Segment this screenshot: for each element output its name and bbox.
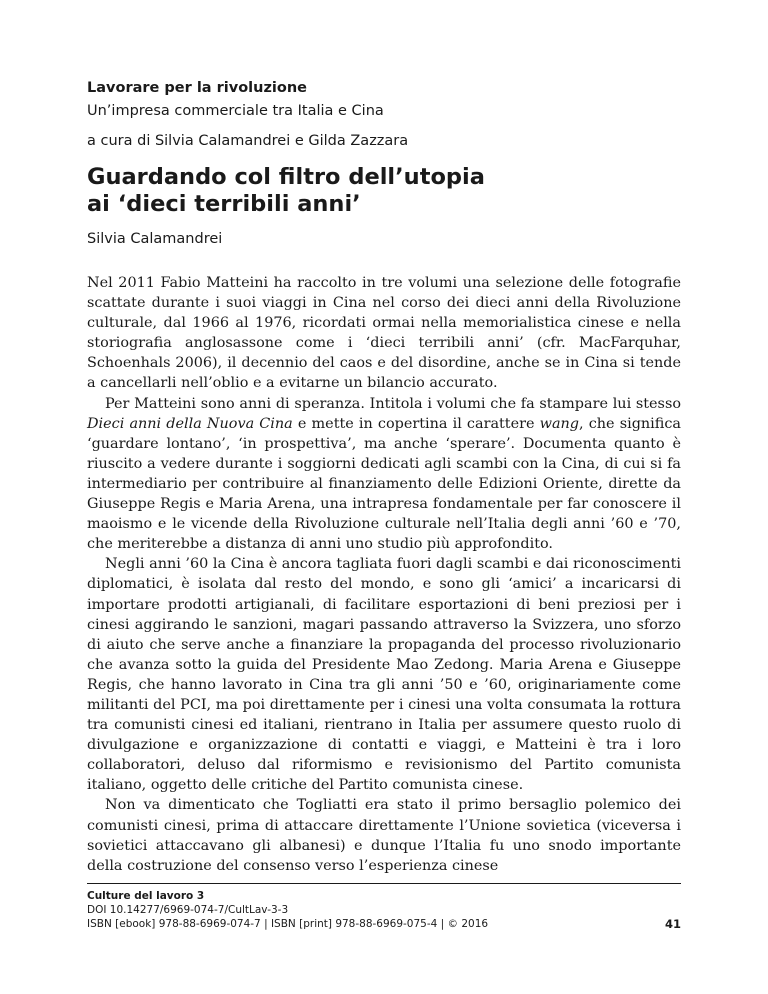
page-footer <box>87 889 681 931</box>
chapter-title <box>87 164 687 218</box>
series-name: Culture del lavoro 3 <box>87 890 205 902</box>
paragraph-4: Non va dimenticato che Togliatti era stato il primo bersaglio polemico dei comunisti cinesi, prima di attaccare direttamente l’Unione sovietica (viceversa i sovietici attaccavano gli albanesi) e dunque l’Italia fu uno snodo importante della costruzione del consenso verso l’esperienza cinese <box>87 797 681 874</box>
chapter-title-line-1: Guardando col filtro dell’utopia <box>87 164 485 190</box>
book-title: Lavorare per la rivoluzione <box>87 80 307 96</box>
paragraph-2 <box>87 394 681 555</box>
isbn: ISBN [ebook] 978-88-6969-074-7 | ISBN [print] 978-88-6969-075-4 | © 2016 <box>87 918 489 930</box>
page-number: 41 <box>664 917 681 931</box>
book-editors: a cura di Silvia Calamandrei e Gilda Zazzara <box>87 133 409 149</box>
paragraph-2-text-b: e mette in copertina il carattere <box>292 415 540 432</box>
body-text <box>87 273 681 876</box>
paragraph-2-text-c: , che significa ‘guardare lontano’, ‘in prospettiva’, ma anche ‘sperare’. Documenta quanto è riuscito a vedere durante i soggiorni dedicati agli scambi con la Cina, di cui si fa intermediario per contribuire al finanziamento delle Edizioni Oriente, dirette da Giuseppe Regis e Maria Arena, una intrapresa fondamentale per far conoscere il maoismo e le vicende della Rivoluzione culturale nell’Italia degli anni ’60 e ’70, che meriterebbe a distanza di anni uno studio più approfondito. <box>87 415 682 553</box>
paragraph-2-text-a: Per Matteini sono anni di speranza. Intitola i volumi che fa stampare lui stesso <box>105 395 681 412</box>
paragraph-1: Nel 2011 Fabio Matteini ha raccolto in tre volumi una selezione delle fotografie scattate durante i suoi viaggi in Cina nel corso dei dieci anni della Rivoluzione culturale, dal 1966 al 1976, ricordati ormai nella memorialistica cinese e nella storiografia anglosassone come i ‘dieci terribili anni’ (cfr. MacFarquhar, Schoenhals 2006), il decennio del caos e del disordine, anche se in Cina si tende a cancellarli nell’oblio e a evitarne un bilancio accurato. <box>87 275 681 392</box>
chapter-author: Silvia Calamandrei <box>87 231 223 247</box>
doi: DOI 10.14277/6969-074-7/CultLav-3-3 <box>87 904 289 916</box>
chinese-character-name: wang <box>539 415 580 432</box>
footer-divider <box>87 883 681 884</box>
book-subtitle: Un’impresa commerciale tra Italia e Cina <box>87 103 384 119</box>
paragraph-3: Negli anni ’60 la Cina è ancora tagliata fuori dagli scambi e dai riconoscimenti diplomatici, è isolata dal resto del mondo, e sono gli ‘amici’ a incaricarsi di importare prodotti artigianali, di facilitare esportazioni di beni preziosi per i cinesi aggirando le sanzioni, magari passando attraverso la Svizzera, uno sforzo di aiuto che serve anche a finanziare la propaganda del processo rivoluzionario che avanza sotto la guida del Presidente Mao Zedong. Maria Arena e Giuseppe Regis, che hanno lavorato in Cina tra gli anni ’50 e ’60, originariamente come militanti del PCI, ma poi direttamente per i cinesi una volta consumata la rottura tra comunisti cinesi ed italiani, rientrano in Italia per assumere questo ruolo di divulgazione e organizzazione di contatti e viaggi, e Matteini è tra i loro collaboratori, deluso dal riformismo e revisionismo del Partito comunista italiano, oggetto delle critiche del Partito comunista cinese. <box>87 556 681 794</box>
book-series-title: Dieci anni della Nuova Cina <box>87 415 293 432</box>
book-header <box>87 78 687 151</box>
chapter-title-line-2: ai ‘dieci terribili anni’ <box>87 191 361 217</box>
